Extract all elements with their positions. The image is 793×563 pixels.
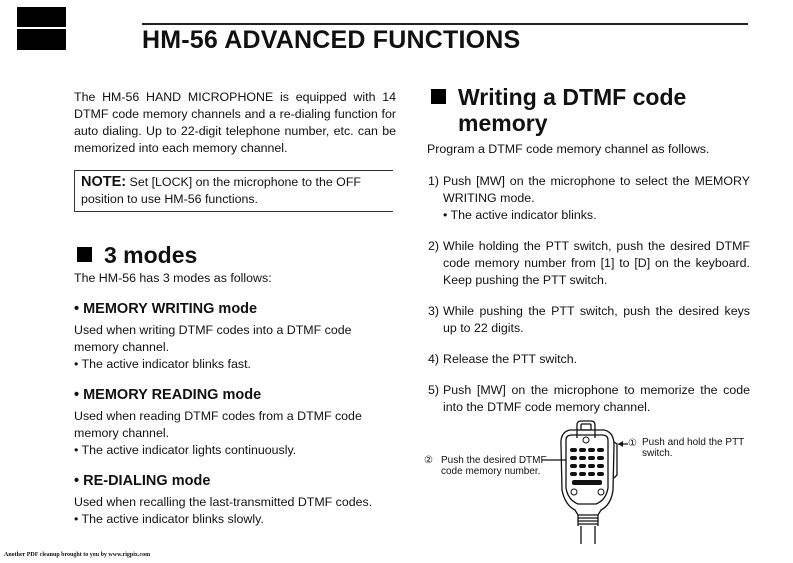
step-text: While pushing the PTT switch, push the desired keys up to 22 digits. [443, 304, 750, 335]
intro-paragraph: The HM-56 HAND MICROPHONE is equipped with 14 DTMF code memory channels and a re-dialing function for auto dialing. Up to 22-digit telephone number, etc. can be memorized into each memory channel. [74, 90, 396, 155]
writing-heading-text [458, 84, 686, 136]
step-sub-note: • The active indicator blinks. [443, 208, 597, 222]
step-number: 1) [428, 174, 440, 188]
mode-re-dialing [74, 473, 396, 528]
right-column [428, 84, 750, 430]
square-bullet-icon [77, 247, 92, 262]
step-number: 4) [428, 352, 440, 366]
header-rule [142, 23, 748, 25]
step-1 [428, 173, 750, 224]
left-column [74, 89, 396, 528]
step-2 [428, 238, 750, 289]
step-text: Push [MW] on the microphone to memorize the code into the DTMF code memory channel. [443, 383, 750, 414]
footer-credit: Another PDF cleanup brought to you by www.rigpix.com [4, 552, 151, 558]
writing-heading-line1: Writing a DTMF code [458, 84, 687, 110]
step-3 [428, 303, 750, 337]
steps-list [428, 173, 750, 416]
section-tab-marker-bottom [17, 29, 66, 50]
mode-title: • MEMORY READING mode [74, 387, 262, 403]
callout-2-marker: ② [424, 455, 433, 466]
step-number: 3) [428, 304, 440, 318]
step-5 [428, 382, 750, 416]
writing-heading [428, 84, 750, 136]
step-number: 2) [428, 239, 440, 253]
step-4 [428, 351, 750, 368]
callout-1-line1: Push and hold the PTT [642, 437, 745, 448]
note-text: Set [LOCK] on the microphone to the OFF position to use HM-56 functions. [81, 175, 361, 206]
step-text: While holding the PTT switch, push the desired DTMF code memory number from [1] to [D] on the keyboard. Keep pushing the PTT switch. [443, 239, 750, 287]
modes-heading [74, 242, 396, 268]
mode-indicator: • The active indicator lights continuously. [74, 443, 297, 457]
callout-2-line2: code memory number. [441, 466, 541, 477]
mode-description: Used when recalling the last-transmitted DTMF codes. [74, 495, 373, 509]
section-tab-marker-top [17, 7, 66, 27]
step-text: Push [MW] on the microphone to select the MEMORY WRITING mode. [443, 174, 750, 205]
callout-1-line2: switch. [642, 448, 673, 459]
mode-description: Used when writing DTMF codes into a DTMF code memory channel. [74, 323, 352, 354]
step-text: Release the PTT switch. [443, 352, 578, 366]
mode-indicator: • The active indicator blinks slowly. [74, 512, 264, 526]
callout-2-line1: Push the desired DTMF [441, 455, 547, 466]
page-title: HM-56 ADVANCED FUNCTIONS [142, 26, 521, 54]
callout-1-marker: ① [628, 438, 637, 449]
square-bullet-icon [431, 89, 446, 104]
writing-intro: Program a DTMF code memory channel as follows. [427, 142, 710, 156]
note-box [74, 170, 393, 212]
modes-heading-text: 3 modes [104, 242, 198, 268]
mode-title: • MEMORY WRITING mode [74, 301, 258, 317]
microphone-figure [420, 420, 760, 545]
mode-memory-writing [74, 301, 396, 373]
mode-indicator: • The active indicator blinks fast. [74, 357, 251, 371]
step-number: 5) [428, 383, 440, 397]
modes-intro: The HM-56 has 3 modes as follows: [74, 271, 272, 285]
writing-heading-line2: memory [458, 110, 548, 136]
note-label: NOTE: [81, 174, 127, 190]
mode-description: Used when reading DTMF codes from a DTMF code memory channel. [74, 409, 362, 440]
mode-memory-reading [74, 387, 396, 459]
mode-title: • RE-DIALING mode [74, 473, 211, 489]
